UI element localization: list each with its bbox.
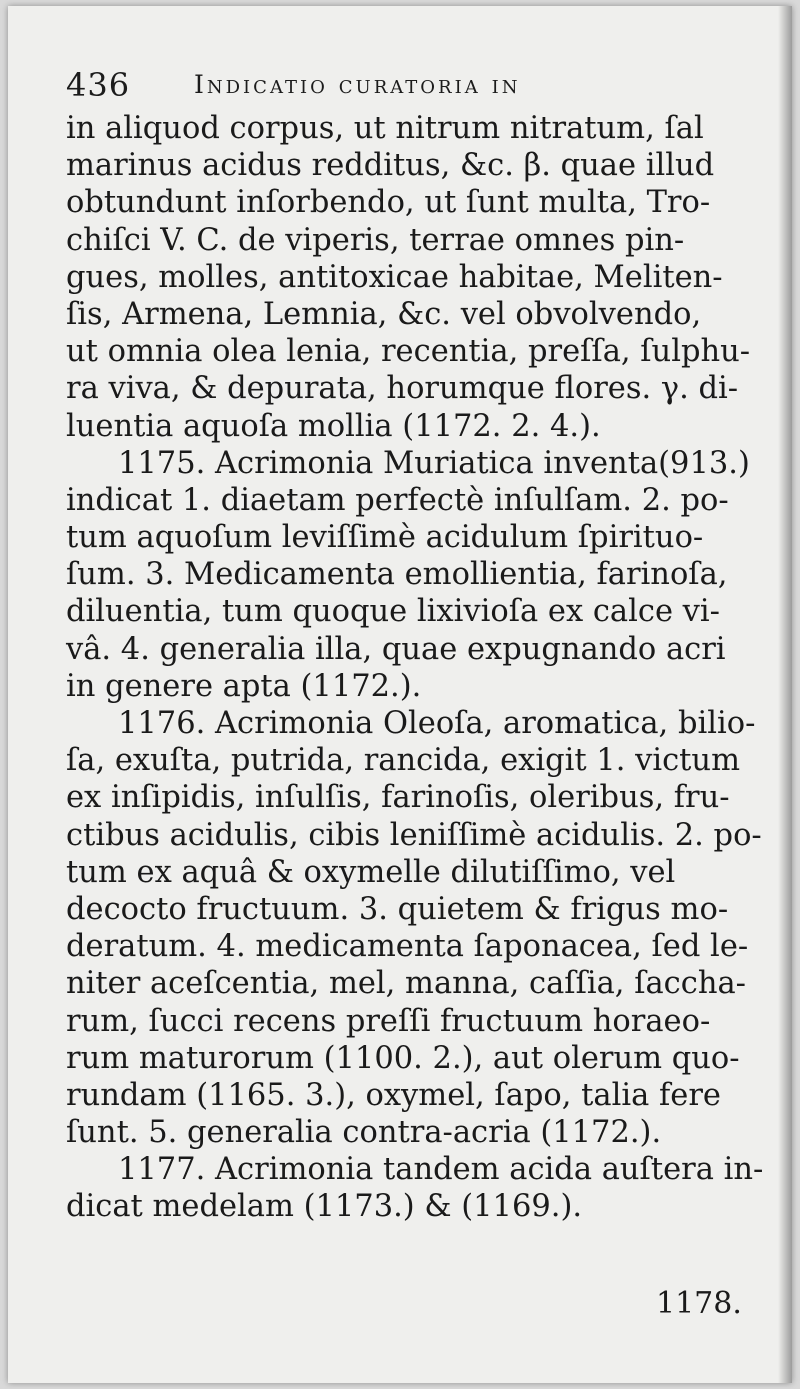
paragraph-start-1177: 1177. Acrimonia tandem acida auſtera in- xyxy=(118,1152,764,1188)
text-line: niter aceſcentia, mel, manna, caſſia, ſaccha- xyxy=(66,966,746,1002)
catchword: 1178. xyxy=(656,1286,742,1321)
text-line: gues, molles, antitoxicae habitae, Meliten- xyxy=(66,259,723,295)
text-line: obtundunt inſorbendo, ut ſunt multa, Tro- xyxy=(66,185,711,221)
text-line: chiſci V. C. de viperis, terrae omnes pin- xyxy=(66,222,685,258)
text-line: rum maturorum (1100. 2.), aut olerum quo- xyxy=(66,1040,740,1076)
text-line: tum ex aquâ & oxymelle dilutiſſimo, vel xyxy=(66,854,676,890)
text-line: ctibus acidulis, cibis leniſſimè acidulis. 2. po- xyxy=(66,817,762,853)
text-line: diluentia, tum quoque lixivioſa ex calce vi- xyxy=(66,594,720,630)
text-line: in aliquod corpus, ut nitrum nitratum, ſal xyxy=(66,111,704,146)
text-line: tum aquoſum leviſſimè acidulum ſpirituo- xyxy=(66,520,704,556)
paragraph-start-1175: 1175. Acrimonia Muriatica inventa(913.) xyxy=(118,445,750,481)
text-line: ſunt. 5. generalia contra-acria (1172.). xyxy=(66,1115,662,1151)
page-edge-shadow xyxy=(778,6,792,1383)
page-header xyxy=(66,60,706,108)
text-line: rundam (1165. 3.), oxymel, ſapo, talia fere xyxy=(66,1077,721,1113)
text-line: ſis, Armena, Lemnia, &c. vel obvolvendo, xyxy=(66,296,702,332)
text-line: deratum. 4. medicamenta ſaponacea, ſed le- xyxy=(66,929,749,965)
body-text xyxy=(66,110,766,1226)
text-line: rum, ſucci recens preſſi fructuum horaeo- xyxy=(66,1003,711,1039)
text-line: ra viva, & depurata, horumque flores. γ. di- xyxy=(66,371,739,407)
text-line: ſa, exuſta, putrida, rancida, exigit 1. victum xyxy=(66,743,740,779)
text-line: ex inſipidis, inſulſis, farinoſis, oleribus, fru- xyxy=(66,780,730,816)
paragraph-start-1176: 1176. Acrimonia Oleoſa, aromatica, bilio- xyxy=(118,706,756,741)
running-head: Indicatio curatoria in xyxy=(194,70,521,99)
text-line: decocto fructuum. 3. quietem & frigus mo- xyxy=(66,891,729,927)
page-number: 436 xyxy=(66,66,131,104)
text-line: indicat 1. diaetam perfectè inſulſam. 2. po- xyxy=(66,482,729,518)
text-line: luentia aquoſa mollia (1172. 2. 4.). xyxy=(66,408,601,444)
text-line: marinus acidus redditus, &c. β. quae illud xyxy=(66,148,715,184)
text-line: ſum. 3. Medicamenta emollientia, farinoſa, xyxy=(66,557,728,593)
text-line: vâ. 4. generalia illa, quae expugnando acri xyxy=(66,631,726,667)
text-line: dicat medelam (1173.) & (1169.). xyxy=(66,1189,583,1225)
book-page xyxy=(8,6,792,1383)
text-line: ut omnia olea lenia, recentia, preſſa, ſulphu- xyxy=(66,334,751,370)
text-line: in genere apta (1172.). xyxy=(66,668,422,704)
